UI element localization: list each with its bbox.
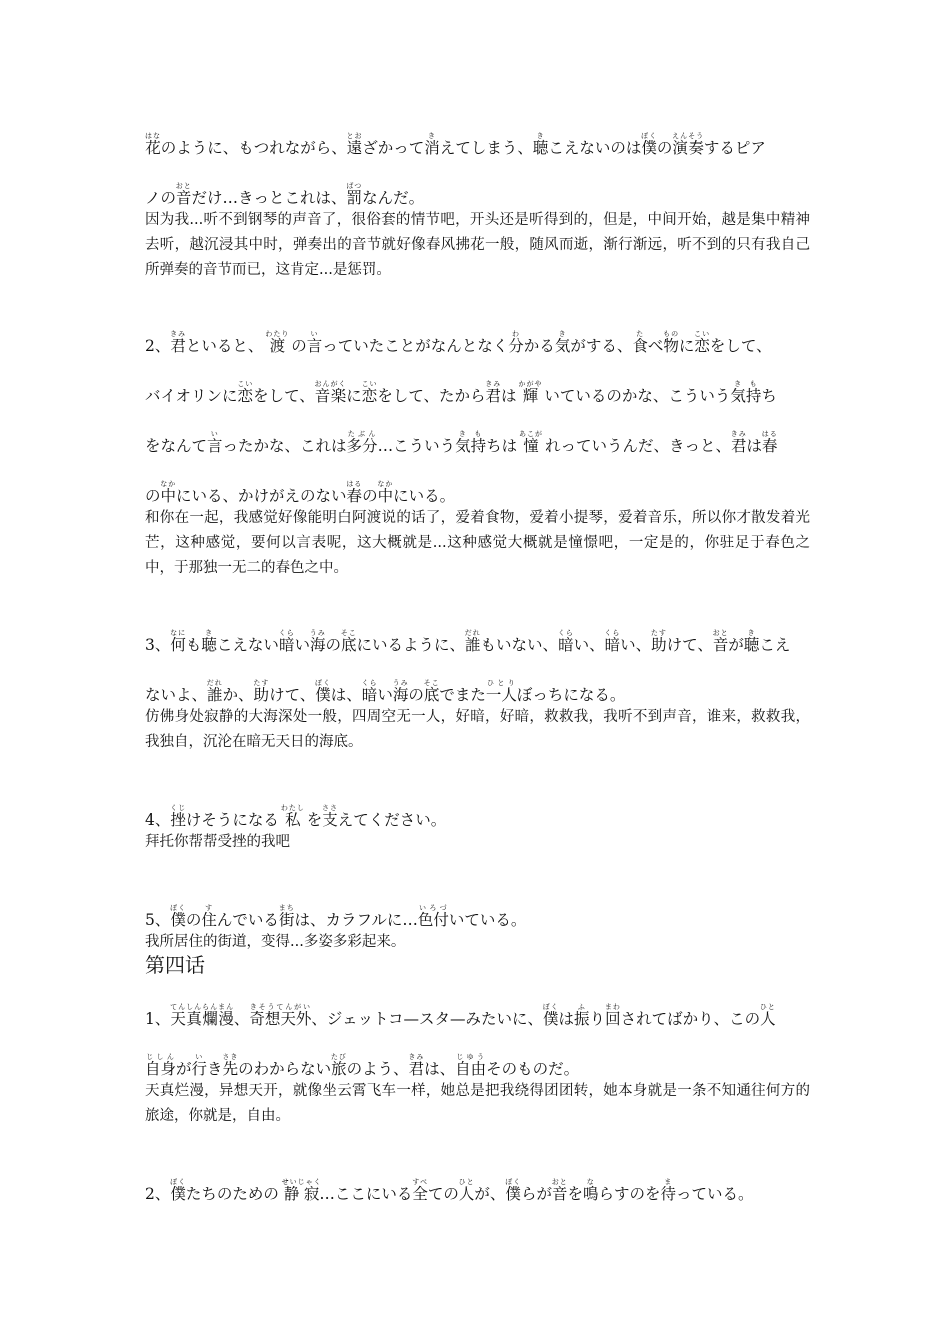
ruby-word: 君きみ xyxy=(730,430,747,455)
ruby-word: 支ささ xyxy=(322,804,339,829)
ruby-word: 中なか xyxy=(160,480,177,505)
text-segment: けて、 xyxy=(269,686,316,704)
furigana: すべ xyxy=(412,1178,429,1186)
japanese-line xyxy=(145,330,825,356)
text-segment: にいる、かけがえのない xyxy=(176,487,347,505)
text-segment: かる xyxy=(523,337,555,355)
text-segment: …ここにいる xyxy=(319,1185,413,1203)
ruby-word: 人ひと xyxy=(458,1178,475,1203)
text-segment: だけ…きっとこれは、 xyxy=(191,189,347,207)
text-segment: が、 xyxy=(474,1185,506,1203)
ruby-word: 聴き xyxy=(201,629,217,654)
text-segment: なんだ。 xyxy=(362,189,425,207)
furigana: ぼく xyxy=(542,1003,559,1011)
text-segment: そのものだ。 xyxy=(486,1060,580,1078)
furigana: なに xyxy=(170,629,187,637)
japanese-line xyxy=(145,132,825,158)
ruby-word: 分わ xyxy=(508,330,524,355)
japanese-line xyxy=(145,629,825,655)
ruby-word: 旅たび xyxy=(330,1053,347,1078)
text-segment: は、 xyxy=(330,686,362,704)
ruby-word: 輝かがや xyxy=(518,380,543,405)
furigana: ま xyxy=(660,1178,677,1186)
text-segment: が xyxy=(728,636,744,654)
ruby-word: 人ひと xyxy=(759,1003,776,1028)
furigana: もの xyxy=(663,330,680,338)
furigana: じしん xyxy=(145,1053,176,1061)
furigana: なか xyxy=(377,480,394,488)
chinese-translation: 因为我...听不到钢琴的声音了，很俗套的情节吧，开头还是听得到的，但是，中间开始，越是集中精神去听，越沉浸其中时，弹奏出的音节就好像春风拂花一般，随风而逝，渐行渐远，听不到的只有我自己所弹奏的音节而已，这肯定...是惩罚。 xyxy=(145,212,810,278)
text-segment: …こういう xyxy=(377,437,456,455)
furigana: くら xyxy=(604,629,621,637)
furigana: こい xyxy=(694,330,711,338)
japanese-line xyxy=(145,430,825,456)
text-segment: えてください。 xyxy=(337,811,447,829)
text-segment: こえ xyxy=(759,636,791,654)
furigana: き xyxy=(201,629,217,637)
ruby-word: 言い xyxy=(306,330,323,355)
text-segment: い xyxy=(377,686,393,704)
text-segment: 3、 xyxy=(145,636,171,654)
furigana: そこ xyxy=(423,679,440,687)
text-segment: ての xyxy=(427,1185,459,1203)
furigana: きも xyxy=(455,430,487,438)
ruby-word: 音楽おんがく xyxy=(314,380,347,405)
furigana: たす xyxy=(253,679,270,687)
text-segment: の xyxy=(325,636,341,654)
ruby-word: 消き xyxy=(424,132,440,157)
furigana: ひとり xyxy=(485,679,517,687)
furigana: ぼく xyxy=(641,132,658,140)
text-segment: に xyxy=(678,337,695,355)
text-segment: の xyxy=(185,911,202,929)
text-segment: は、 xyxy=(424,1060,456,1078)
furigana: とお xyxy=(346,132,363,140)
furigana: す xyxy=(201,904,217,912)
text-segment: 、 xyxy=(233,1010,250,1028)
chinese-translation: 仿佛身处寂静的大海深处一般，四周空无一人，好暗，好暗，救救我，我听不到声音，谁来，救救我，我独自，沉沦在暗无天日的海底。 xyxy=(145,709,810,750)
japanese-line xyxy=(145,1053,825,1079)
ruby-word: 音おと xyxy=(175,182,192,207)
ruby-word: 自由じゆう xyxy=(455,1053,487,1078)
furigana: あこが xyxy=(519,430,544,438)
text-segment: い、 xyxy=(573,636,605,654)
ruby-word: 君きみ xyxy=(485,380,502,405)
text-segment: こえない xyxy=(216,636,279,654)
text-segment: の xyxy=(656,139,673,157)
ruby-word: 底そこ xyxy=(423,679,440,704)
ruby-word: 私わたし xyxy=(280,804,305,829)
ruby-word: 回まわ xyxy=(604,1003,621,1028)
furigana: ぼく xyxy=(170,1178,187,1186)
text-segment: をなんて xyxy=(145,437,208,455)
ruby-word: 恋こい xyxy=(694,330,711,355)
ruby-word: 憧あこが xyxy=(519,430,544,455)
ruby-word: 振ふ xyxy=(574,1003,590,1028)
furigana: たび xyxy=(330,1053,347,1061)
furigana: せいじゃく xyxy=(281,1178,322,1186)
text-segment: のよう、 xyxy=(346,1060,409,1078)
text-segment: 1、 xyxy=(145,1010,171,1028)
furigana: おと xyxy=(551,1178,568,1186)
furigana: な xyxy=(582,1178,599,1186)
furigana: はる xyxy=(346,480,363,488)
furigana: ぼく xyxy=(505,1178,522,1186)
text-segment: をして、 xyxy=(709,337,772,355)
japanese-line xyxy=(145,380,825,406)
text-segment: こえないのは xyxy=(548,139,642,157)
furigana: たぶん xyxy=(346,430,378,438)
ruby-word: 君きみ xyxy=(408,1053,425,1078)
japanese-line xyxy=(145,182,825,208)
furigana: だれ xyxy=(206,679,223,687)
text-segment: されてばかり、この xyxy=(620,1010,761,1028)
ruby-word: 鳴な xyxy=(582,1178,599,1203)
text-segment: べ xyxy=(647,337,664,355)
ruby-word: 住す xyxy=(201,904,217,929)
furigana: きみ xyxy=(485,380,502,388)
ruby-word: 天真爛漫てんしんらんまん xyxy=(170,1003,235,1028)
furigana: ぼく xyxy=(170,904,187,912)
ruby-word: 春はる xyxy=(346,480,363,505)
japanese-line xyxy=(145,679,825,705)
text-segment: き xyxy=(207,1060,223,1078)
japanese-line xyxy=(145,804,825,830)
ruby-word: 音おと xyxy=(712,629,729,654)
furigana: なか xyxy=(160,480,177,488)
text-segment: っている。 xyxy=(676,1185,754,1203)
ruby-word: 挫くじ xyxy=(170,804,187,829)
ruby-word: 僕ぼく xyxy=(170,1178,187,1203)
text-segment: 2、 xyxy=(145,337,171,355)
furigana: うみ xyxy=(392,679,409,687)
ruby-word: 助たす xyxy=(253,679,270,704)
ruby-word: 気持きも xyxy=(455,430,487,455)
furigana: うみ xyxy=(309,629,326,637)
text-segment: ぼっちになる。 xyxy=(516,686,626,704)
text-segment: り xyxy=(589,1010,606,1028)
text-segment: いている。 xyxy=(448,911,527,929)
japanese-line xyxy=(145,480,825,506)
ruby-word: 暗くら xyxy=(557,629,574,654)
furigana: わたり xyxy=(265,330,290,338)
ruby-word: 気き xyxy=(554,330,571,355)
furigana: きみ xyxy=(170,330,187,338)
ruby-word: 気持きも xyxy=(730,380,762,405)
ruby-word: 恋こい xyxy=(237,380,254,405)
furigana: おと xyxy=(712,629,729,637)
ruby-word: 花はな xyxy=(145,132,161,157)
furigana: くら xyxy=(557,629,574,637)
furigana: はな xyxy=(145,132,161,140)
text-segment: ないよ、 xyxy=(145,686,208,704)
ruby-word: 海うみ xyxy=(309,629,326,654)
text-segment: の xyxy=(408,686,424,704)
ruby-word: 僕ぼく xyxy=(315,679,332,704)
section-heading: 第四话 xyxy=(145,953,205,977)
furigana: まわ xyxy=(604,1003,621,1011)
text-segment: をして、 xyxy=(253,387,315,405)
furigana: まち xyxy=(278,904,295,912)
text-segment: がする、 xyxy=(570,337,633,355)
furigana: くじ xyxy=(170,804,187,812)
chinese-translation: 天真烂漫，异想天开，就像坐云霄飞车一样，她总是把我绕得团团转，她本身就是一条不知通往何方的旅途，你就是，自由。 xyxy=(145,1083,810,1124)
furigana: こい xyxy=(361,380,378,388)
text-segment: は xyxy=(501,387,522,405)
ruby-word: 自身じしん xyxy=(145,1053,177,1078)
text-segment: ノの xyxy=(145,189,177,207)
furigana: ひと xyxy=(458,1178,475,1186)
ruby-word: 暗くら xyxy=(604,629,621,654)
text-segment: 5、 xyxy=(145,911,171,929)
chinese-translation: 和你在一起，我感觉好像能明白阿渡说的话了，爱着食物，爱着小提琴，爱着音乐，所以你才散发着光芒，这种感觉，要何以言表呢，这大概就是...这种感觉大概就是憧憬吧，一定是的，你驻足于春色之中，于那独一无二的春色之中。 xyxy=(145,510,810,576)
ruby-word: 助たす xyxy=(650,629,667,654)
text-segment: たちのための xyxy=(185,1185,284,1203)
text-segment: も xyxy=(185,636,202,654)
furigana: ひと xyxy=(759,1003,776,1011)
text-segment: ざかって xyxy=(362,139,425,157)
furigana: い xyxy=(207,430,223,438)
text-segment: の xyxy=(362,487,378,505)
text-segment: けて、 xyxy=(666,636,713,654)
furigana: い xyxy=(306,330,323,338)
text-segment: 、ジェットコ—スタ—みたいに、 xyxy=(311,1010,543,1028)
text-segment: っていたことがなんとなく xyxy=(322,337,509,355)
ruby-word: 先さき xyxy=(222,1053,239,1078)
ruby-word: 君きみ xyxy=(170,330,187,355)
text-segment: は xyxy=(558,1010,575,1028)
text-segment: を xyxy=(567,1185,583,1203)
text-segment: いているのかな、こういう xyxy=(539,387,731,405)
text-segment: ちは xyxy=(486,437,523,455)
ruby-word: 多分たぶん xyxy=(346,430,378,455)
ruby-word: 恋こい xyxy=(361,380,378,405)
ruby-word: 静寂せいじゃく xyxy=(281,1178,322,1203)
text-segment: らが xyxy=(520,1185,552,1203)
text-segment: にいる。 xyxy=(393,487,456,505)
text-segment: ったかな、これは xyxy=(222,437,347,455)
furigana: かがや xyxy=(518,380,543,388)
furigana: ふ xyxy=(574,1003,590,1011)
ruby-word: 食た xyxy=(632,330,648,355)
ruby-word: 底そこ xyxy=(340,629,357,654)
ruby-word: 色付いろづ xyxy=(417,904,449,929)
ruby-word: 一人ひとり xyxy=(485,679,517,704)
furigana: きみ xyxy=(730,430,747,438)
ruby-word: 暗くら xyxy=(278,629,295,654)
text-segment: んでいる xyxy=(216,911,279,929)
text-segment: 2、 xyxy=(145,1185,171,1203)
ruby-word: 海うみ xyxy=(392,679,409,704)
ruby-word: 罰ばつ xyxy=(346,182,363,207)
ruby-word: 僕ぼく xyxy=(170,904,187,929)
text-segment: 4、 xyxy=(145,811,171,829)
furigana: き xyxy=(554,330,571,338)
ruby-word: 聴き xyxy=(743,629,760,654)
furigana: ささ xyxy=(322,804,339,812)
text-segment: か、 xyxy=(222,686,254,704)
ruby-word: 中なか xyxy=(377,480,394,505)
furigana: ばつ xyxy=(346,182,363,190)
furigana: わたし xyxy=(280,804,305,812)
furigana: き xyxy=(424,132,440,140)
ruby-word: 街まち xyxy=(278,904,295,929)
text-segment: バイオリンに xyxy=(145,387,238,405)
furigana: さき xyxy=(222,1053,239,1061)
japanese-line xyxy=(145,904,825,930)
text-segment: もいない、 xyxy=(480,636,559,654)
furigana: くら xyxy=(361,679,378,687)
text-segment: らすのを xyxy=(598,1185,661,1203)
text-segment: を xyxy=(301,811,323,829)
furigana: きそうてんがい xyxy=(249,1003,312,1011)
ruby-word: 行い xyxy=(191,1053,208,1078)
furigana: くら xyxy=(278,629,295,637)
chinese-translation: 拜托你帮帮受挫的我吧 xyxy=(145,834,290,850)
text-segment: をして、たから xyxy=(377,387,486,405)
furigana: いろづ xyxy=(417,904,449,912)
furigana: はる xyxy=(761,430,778,438)
text-segment: い、 xyxy=(620,636,652,654)
ruby-word: 奇想天外きそうてんがい xyxy=(249,1003,312,1028)
ruby-word: 暗くら xyxy=(361,679,378,704)
japanese-line xyxy=(145,1178,825,1204)
ruby-word: 僕ぼく xyxy=(505,1178,522,1203)
furigana: い xyxy=(191,1053,208,1061)
text-segment: れっていうんだ、きっと、 xyxy=(540,437,731,455)
furigana: た xyxy=(632,330,648,338)
text-segment: の xyxy=(286,337,307,355)
text-segment: でまた xyxy=(439,686,486,704)
text-segment: にいるように、 xyxy=(356,636,466,654)
furigana: おと xyxy=(175,182,192,190)
furigana: てんしんらんまん xyxy=(170,1003,235,1011)
furigana: き xyxy=(743,629,760,637)
ruby-word: 全すべ xyxy=(412,1178,429,1203)
text-segment: のように、もつれながら、 xyxy=(160,139,347,157)
text-segment: えてしまう、 xyxy=(439,139,533,157)
furigana: だれ xyxy=(464,629,481,637)
japanese-line xyxy=(145,1003,825,1029)
furigana: わ xyxy=(508,330,524,338)
furigana: たす xyxy=(650,629,667,637)
furigana: おんがく xyxy=(314,380,347,388)
ruby-word: 物もの xyxy=(663,330,680,355)
ruby-word: 誰だれ xyxy=(464,629,481,654)
ruby-word: 僕ぼく xyxy=(641,132,658,157)
furigana: ぼく xyxy=(315,679,332,687)
furigana: きも xyxy=(730,380,762,388)
text-segment: ち xyxy=(761,387,777,405)
ruby-word: 演奏えんそう xyxy=(672,132,705,157)
text-segment: い xyxy=(294,636,310,654)
ruby-word: 待ま xyxy=(660,1178,677,1203)
text-segment: が xyxy=(176,1060,192,1078)
furigana: そこ xyxy=(340,629,357,637)
ruby-word: 音おと xyxy=(551,1178,568,1203)
text-segment: といると、 xyxy=(185,337,269,355)
text-segment: は xyxy=(746,437,762,455)
ruby-word: 渡わたり xyxy=(265,330,290,355)
ruby-word: 誰だれ xyxy=(206,679,223,704)
text-segment: のわからない xyxy=(238,1060,332,1078)
furigana: き xyxy=(532,132,549,140)
ruby-word: 言い xyxy=(207,430,223,455)
text-segment: の xyxy=(145,487,161,505)
furigana: こい xyxy=(237,380,254,388)
text-segment: は、カラフルに… xyxy=(294,911,418,929)
ruby-word: 僕ぼく xyxy=(542,1003,559,1028)
ruby-word: 遠とお xyxy=(346,132,363,157)
ruby-word: 聴き xyxy=(532,132,549,157)
furigana: えんそう xyxy=(672,132,705,140)
furigana: きみ xyxy=(408,1053,425,1061)
text-segment: に xyxy=(346,387,362,405)
chinese-translation: 我所居住的街道，变得...多姿多彩起来。 xyxy=(145,934,406,950)
text-segment: けそうになる xyxy=(185,811,284,829)
furigana: じゆう xyxy=(455,1053,487,1061)
ruby-word: 春はる xyxy=(761,430,778,455)
text-segment: するピア xyxy=(703,139,766,157)
ruby-word: 何なに xyxy=(170,629,187,654)
